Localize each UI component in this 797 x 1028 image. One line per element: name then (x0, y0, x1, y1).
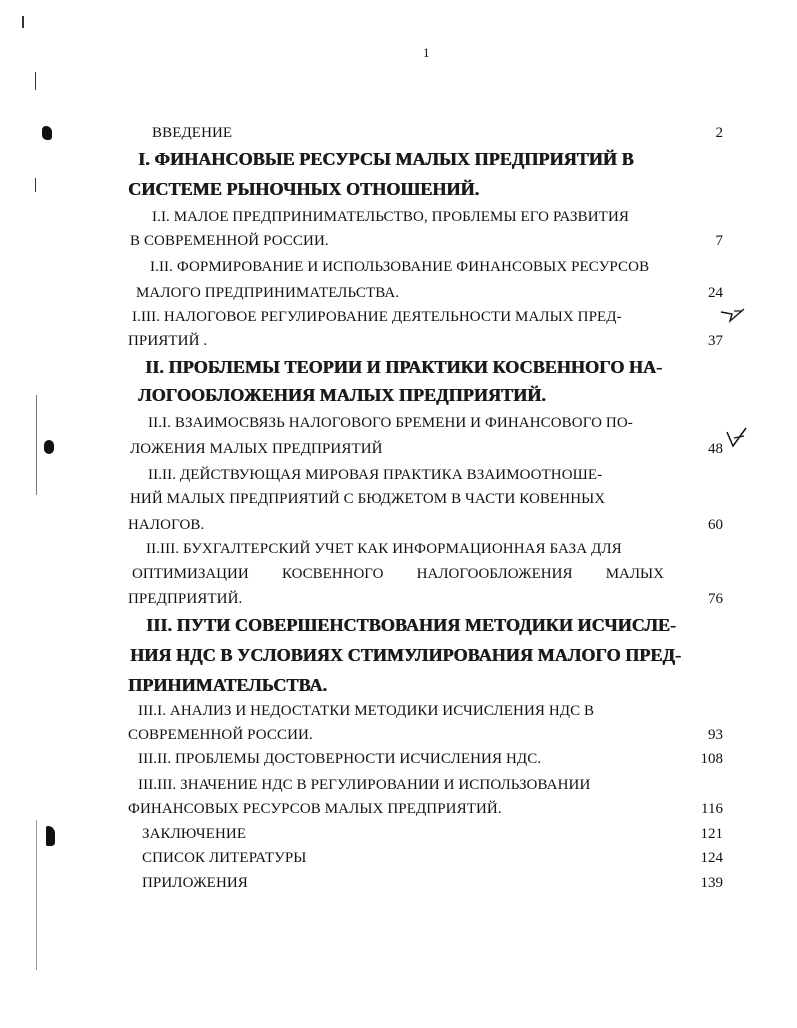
section-2-3-word: НАЛОГООБЛОЖЕНИЯ (416, 566, 573, 582)
section-1-2-line2: МАЛОГО ПРЕДПРИНИМАТЕЛЬСТВА. (136, 285, 400, 301)
section-1-3-line1: I.III. НАЛОГОВОЕ РЕГУЛИРОВАНИЕ ДЕЯТЕЛЬНОСТИ МАЛЫХ ПРЕД- (132, 309, 622, 325)
chapter-1-title-line2: СИСТЕМЕ РЫНОЧНЫХ ОТНОШЕНИЙ. (128, 179, 480, 199)
section-2-3-line1: II.III. БУХГАЛТЕРСКИЙ УЧЕТ КАК ИНФОРМАЦИОННАЯ БАЗА ДЛЯ (146, 541, 622, 557)
chapter-2-title-line2: ЛОГООБЛОЖЕНИЯ МАЛЫХ ПРЕДПРИЯТИЙ. (138, 385, 546, 405)
section-3-1-line1: III.I. АНАЛИЗ И НЕДОСТАТКИ МЕТОДИКИ ИСЧИСЛЕНИЯ НДС В (138, 703, 595, 719)
section-2-3-word: ОПТИМИЗАЦИИ (132, 566, 249, 582)
chapter-3-title-line1: III. ПУТИ СОВЕРШЕНСТВОВАНИЯ МЕТОДИКИ ИСЧИСЛЕ- (146, 615, 676, 635)
section-1-2-page: 24 (708, 285, 723, 301)
scan-artifact-line (35, 178, 36, 192)
page-number: 1 (423, 45, 430, 60)
toc-appendix-page: 139 (700, 875, 723, 891)
section-2-3-line3: ПРЕДПРИЯТИЙ. (128, 591, 243, 607)
toc-appendix-label: ПРИЛОЖЕНИЯ (142, 875, 248, 891)
section-3-3-line1: III.III. ЗНАЧЕНИЕ НДС В РЕГУЛИРОВАНИИ И ИСПОЛЬЗОВАНИИ (138, 777, 591, 793)
section-1-1-line1: I.I. МАЛОЕ ПРЕДПРИНИМАТЕЛЬСТВО, ПРОБЛЕМЫ ЕГО РАЗВИТИЯ (152, 209, 629, 225)
chapter-2-title-line1: II. ПРОБЛЕМЫ ТЕОРИИ И ПРАКТИКИ КОСВЕННОГО НА- (145, 357, 663, 377)
section-3-1-line2: СОВРЕМЕННОЙ РОССИИ. (128, 727, 313, 743)
section-1-1-page: 7 (715, 233, 723, 249)
toc-references-label: СПИСОК ЛИТЕРАТУРЫ (142, 850, 307, 866)
section-3-2-label: III.II. ПРОБЛЕМЫ ДОСТОВЕРНОСТИ ИСЧИСЛЕНИЯ НДС. (138, 751, 542, 767)
toc-conclusion-label: ЗАКЛЮЧЕНИЕ (142, 826, 247, 842)
toc-intro-page: 2 (715, 125, 723, 141)
section-2-2-line2: НИЙ МАЛЫХ ПРЕДПРИЯТИЙ С БЮДЖЕТОМ В ЧАСТИ КОВЕННЫХ (130, 491, 606, 507)
chapter-1-title-line1: I. ФИНАНСОВЫЕ РЕСУРСЫ МАЛЫХ ПРЕДПРИЯТИЙ В (138, 149, 634, 169)
section-2-3-word: МАЛЫХ (605, 566, 664, 582)
scan-artifact-tick (22, 16, 24, 28)
section-3-2-page: 108 (700, 751, 723, 767)
scan-artifact-blot (42, 126, 52, 140)
section-2-2-page: 60 (708, 517, 723, 533)
handwritten-check-mark (724, 426, 750, 448)
section-1-2-line1: I.II. ФОРМИРОВАНИЕ И ИСПОЛЬЗОВАНИЕ ФИНАНСОВЫХ РЕСУРСОВ (150, 259, 650, 275)
handwritten-check-mark (718, 306, 748, 324)
scan-artifact-blot (44, 440, 54, 454)
section-1-1-line2: В СОВРЕМЕННОЙ РОССИИ. (130, 233, 329, 249)
section-1-3-line2: ПРИЯТИЙ . (128, 333, 208, 349)
scan-artifact-line (36, 395, 37, 495)
chapter-3-title-line3: ПРИНИМАТЕЛЬСТВА. (128, 675, 328, 695)
section-3-3-page: 116 (701, 801, 723, 817)
section-2-1-line2: ЛОЖЕНИЯ МАЛЫХ ПРЕДПРИЯТИЙ (130, 441, 383, 457)
section-2-1-page: 48 (708, 441, 723, 457)
section-2-3-line2 (132, 565, 664, 583)
section-2-2-line1: II.II. ДЕЙСТВУЮЩАЯ МИРОВАЯ ПРАКТИКА ВЗАИМООТНОШЕ- (148, 467, 603, 483)
section-3-3-line2: ФИНАНСОВЫХ РЕСУРСОВ МАЛЫХ ПРЕДПРИЯТИЙ. (128, 801, 502, 817)
section-2-3-word: КОСВЕННОГО (281, 566, 384, 582)
scan-artifact-line (35, 72, 36, 90)
section-2-3-page: 76 (708, 591, 723, 607)
section-2-2-line3: НАЛОГОВ. (128, 517, 205, 533)
section-1-3-page: 37 (708, 333, 723, 349)
chapter-3-title-line2: НИЯ НДС В УСЛОВИЯХ СТИМУЛИРОВАНИЯ МАЛОГО ПРЕД- (130, 645, 681, 665)
toc-intro-label: ВВЕДЕНИЕ (152, 125, 233, 141)
toc-conclusion-page: 121 (700, 826, 723, 842)
scan-artifact-line (36, 820, 37, 970)
scan-artifact-blot (46, 826, 55, 846)
section-3-1-page: 93 (708, 727, 723, 743)
toc-references-page: 124 (700, 850, 723, 866)
section-2-1-line1: II.I. ВЗАИМОСВЯЗЬ НАЛОГОВОГО БРЕМЕНИ И ФИНАНСОВОГО ПО- (148, 415, 633, 431)
